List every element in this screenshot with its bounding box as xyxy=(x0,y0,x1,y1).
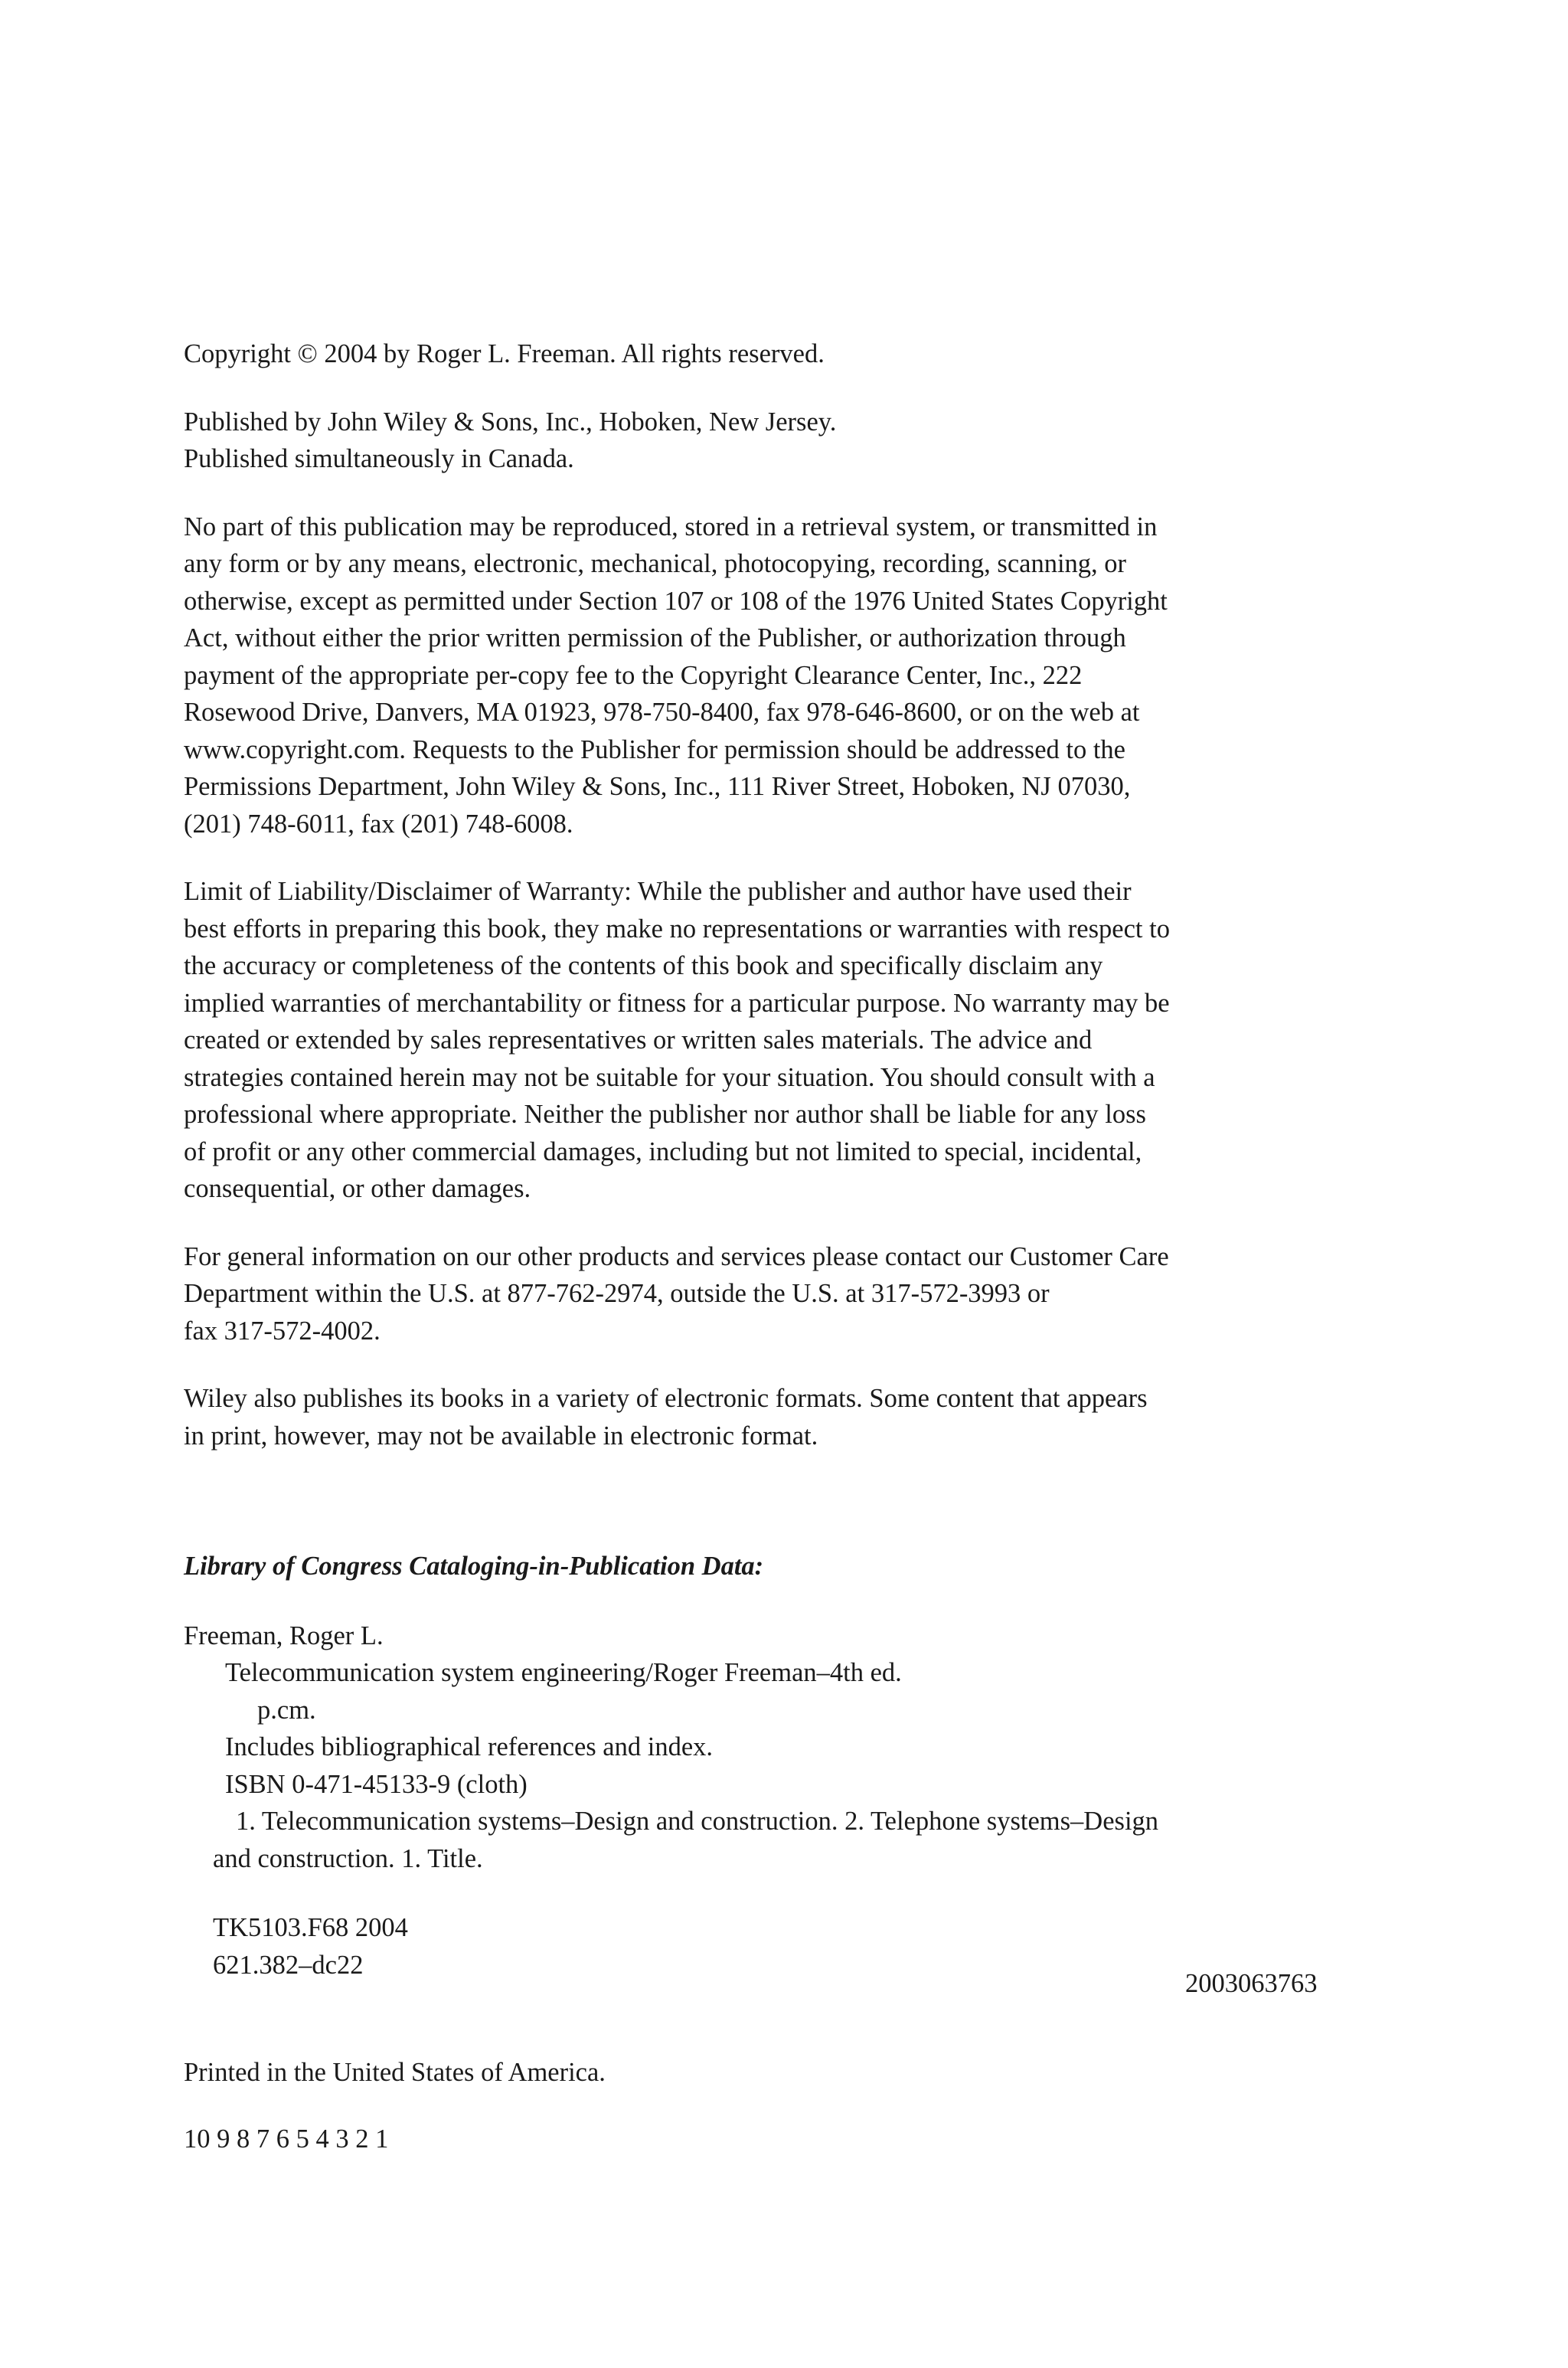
cip-pcm: p.cm. xyxy=(257,1695,316,1725)
printed-in: Printed in the United States of America. xyxy=(184,2058,606,2087)
disclaimer-line: strategies contained herein may not be suitable for your situation. You should consult with a xyxy=(184,1062,1155,1092)
disclaimer-line: created or extended by sales representatives or written sales materials. The advice and xyxy=(184,1025,1093,1055)
reproduction-line: Permissions Department, John Wiley & Sons, Inc., 111 River Street, Hoboken, NJ 07030, xyxy=(184,772,1131,801)
publisher-canada-line: Published simultaneously in Canada. xyxy=(184,444,574,473)
copyright-page xyxy=(184,335,1378,2157)
electronic-formats-note xyxy=(184,1380,1378,1454)
reproduction-line: (201) 748-6011, fax (201) 748-6008. xyxy=(184,809,573,839)
reproduction-line: otherwise, except as permitted under Section 107 or 108 of the 1976 United States Copyright xyxy=(184,586,1168,616)
reproduction-line: Act, without either the prior written permission of the Publisher, or authorization through xyxy=(184,623,1126,653)
cip-subjects-continued: and construction. 1. Title. xyxy=(213,1843,483,1873)
reproduction-line: any form or by any means, electronic, mechanical, photocopying, recording, scanning, or xyxy=(184,549,1127,578)
cip-title: Telecommunication system engineering/Roger Freeman–4th ed. xyxy=(225,1658,902,1687)
cip-record xyxy=(184,1617,1378,1878)
cip-classification xyxy=(184,1909,1378,1998)
cip-lc-class: TK5103.F68 2004 xyxy=(213,1913,408,1942)
disclaimer-line: of profit or any other commercial damages, including but not limited to special, incidental, xyxy=(184,1137,1142,1166)
cip-dewey: 621.382–dc22 xyxy=(213,1950,364,1980)
liability-disclaimer xyxy=(184,873,1378,1208)
disclaimer-line: Limit of Liability/Disclaimer of Warranty: While the publisher and author have used their xyxy=(184,877,1132,906)
printing-number-line: 10 9 8 7 6 5 4 3 2 1 xyxy=(184,2124,389,2154)
publisher-line: Published by John Wiley & Sons, Inc., Hoboken, New Jersey. xyxy=(184,407,837,437)
cip-call-numbers xyxy=(213,1909,408,1984)
disclaimer-line: professional where appropriate. Neither the publisher nor author shall be liable for any loss xyxy=(184,1100,1146,1129)
customer-care-line: For general information on our other products and services please contact our Customer Care xyxy=(184,1241,1169,1271)
cip-heading: Library of Congress Cataloging-in-Publication Data: xyxy=(184,1552,764,1581)
cip-isbn: ISBN 0-471-45133-9 (cloth) xyxy=(225,1769,528,1799)
cip-lccn: 2003063763 xyxy=(1185,1969,1318,1998)
customer-care-line: Department within the U.S. at 877-762-2974, outside the U.S. at 317-572-3993 or xyxy=(184,1279,1050,1308)
electronic-formats-line: in print, however, may not be available in electronic format. xyxy=(184,1421,818,1451)
reproduction-line: www.copyright.com. Requests to the Publisher for permission should be addressed to the xyxy=(184,734,1125,764)
cip-subjects: 1. Telecommunication systems–Design and construction. 2. Telephone systems–Design xyxy=(236,1807,1159,1836)
disclaimer-line: consequential, or other damages. xyxy=(184,1174,531,1203)
copyright-notice: Copyright © 2004 by Roger L. Freeman. All rights reserved. xyxy=(184,339,825,368)
disclaimer-line: implied warranties of merchantability or fitness for a particular purpose. No warranty may be xyxy=(184,988,1170,1018)
disclaimer-line: best efforts in preparing this book, they make no representations or warranties with respect to xyxy=(184,914,1170,944)
publisher-info xyxy=(184,404,1378,478)
cip-author: Freeman, Roger L. xyxy=(184,1621,384,1650)
customer-care-line: fax 317-572-4002. xyxy=(184,1316,381,1346)
electronic-formats-line: Wiley also publishes its books in a variety of electronic formats. Some content that appears xyxy=(184,1384,1148,1413)
reproduction-line: Rosewood Drive, Danvers, MA 01923, 978-750-8400, fax 978-646-8600, or on the web at xyxy=(184,698,1140,727)
reproduction-line: No part of this publication may be reproduced, stored in a retrieval system, or transmitted in xyxy=(184,512,1158,541)
cip-includes: Includes bibliographical references and index. xyxy=(225,1732,714,1761)
customer-care-info xyxy=(184,1238,1378,1350)
disclaimer-line: the accuracy or completeness of the contents of this book and specifically disclaim any xyxy=(184,951,1103,980)
reproduction-line: payment of the appropriate per-copy fee to the Copyright Clearance Center, Inc., 222 xyxy=(184,660,1083,690)
reproduction-notice xyxy=(184,509,1378,843)
